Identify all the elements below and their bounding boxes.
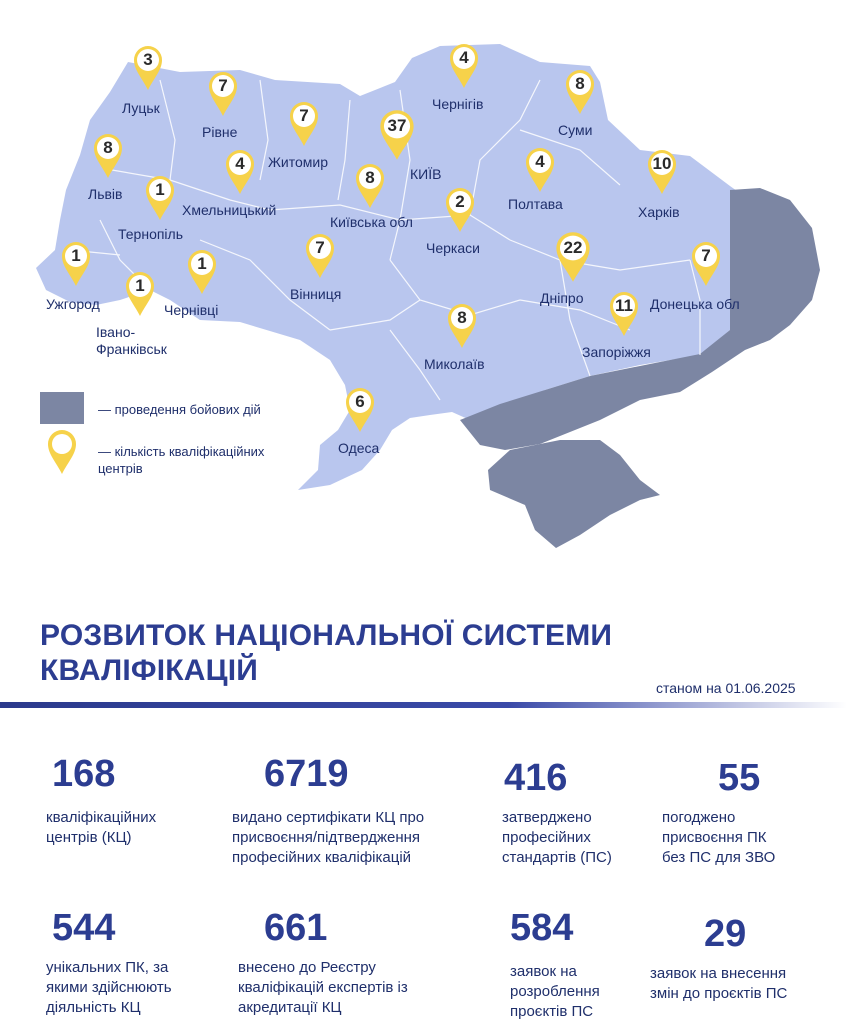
city-label-cherkasy: Черкаси bbox=[426, 240, 480, 256]
map-pin-kyiv-oblast bbox=[354, 162, 386, 210]
pin-count: 7 bbox=[218, 76, 228, 95]
map-pin-poltava bbox=[524, 146, 556, 194]
pin-count: 8 bbox=[575, 74, 585, 93]
map-pin-ternopil bbox=[144, 174, 176, 222]
pin-count: 8 bbox=[457, 308, 467, 327]
map-pin-lutsk bbox=[132, 44, 164, 92]
legend-combat-label: — проведення бойових дій bbox=[98, 402, 261, 417]
legend-centers-label: — кількість кваліфікаційних центрів bbox=[98, 444, 265, 476]
stat-value: 584 bbox=[510, 907, 574, 949]
stat-value: 416 bbox=[504, 757, 568, 799]
stat-description: заявок на внесення змін до проєктів ПС bbox=[650, 965, 788, 1002]
city-label-kyiv: КИЇВ bbox=[410, 166, 442, 182]
pin-count: 8 bbox=[365, 168, 375, 187]
map-pin-lviv bbox=[92, 132, 124, 180]
city-label-lutsk: Луцьк bbox=[122, 100, 160, 116]
city-label-chernivtsi: Чернівці bbox=[164, 302, 219, 318]
city-label-sumy: Суми bbox=[558, 122, 593, 138]
pin-count: 4 bbox=[459, 48, 469, 67]
city-label-ivano-frankivsk: Івано- Франківськ bbox=[96, 324, 167, 357]
stat-description: погоджено присвоєння ПК без ПС для ЗВО bbox=[662, 809, 776, 866]
stat-value: 544 bbox=[52, 907, 116, 949]
pin-count: 22 bbox=[563, 238, 583, 257]
city-label-lviv: Львів bbox=[88, 186, 123, 202]
pin-count: 1 bbox=[197, 254, 207, 273]
map-pin-zaporizhzhia bbox=[608, 290, 640, 338]
stat-value: 29 bbox=[704, 913, 747, 955]
stat-description: заявок на розроблення проєктів ПС bbox=[510, 963, 600, 1020]
stat-description: кваліфікаційних центрів (КЦ) bbox=[46, 809, 157, 846]
pin-count: 37 bbox=[387, 116, 407, 135]
pin-count: 10 bbox=[652, 154, 672, 173]
city-label-donetsk-oblast: Донецька обл bbox=[650, 296, 740, 312]
divider bbox=[0, 702, 847, 708]
map-pin-kharkiv bbox=[646, 148, 678, 196]
city-label-odesa: Одеса bbox=[338, 440, 380, 456]
stat-value: 6719 bbox=[264, 753, 349, 795]
city-label-kharkiv: Харків bbox=[638, 204, 680, 220]
map-pin-donetsk-oblast bbox=[690, 240, 722, 288]
pin-count: 4 bbox=[235, 154, 245, 173]
stat-description: затверджено професійних стандартів (ПС) bbox=[502, 809, 612, 866]
map-pin-chernihiv bbox=[448, 42, 480, 90]
as-of-date: станом на 01.06.2025 bbox=[656, 680, 796, 696]
legend-combat-swatch bbox=[40, 392, 84, 424]
pin-count: 3 bbox=[143, 50, 153, 69]
legend-pin-icon bbox=[46, 428, 78, 476]
city-label-kyiv-oblast: Київська обл bbox=[330, 214, 413, 230]
map-pin-mykolaiv bbox=[446, 302, 478, 350]
city-label-zaporizhzhia: Запоріжжя bbox=[582, 344, 651, 360]
city-label-mykolaiv: Миколаїв bbox=[424, 356, 485, 372]
city-label-uzhhorod: Ужгород bbox=[46, 296, 100, 312]
map-pin-chernivtsi bbox=[186, 248, 218, 296]
map-pin-cherkasy bbox=[444, 186, 476, 234]
stat-description: унікальних ПК, за якими здійснюють діяльність КЦ bbox=[46, 959, 172, 1016]
city-label-chernihiv: Чернігів bbox=[432, 96, 484, 112]
stat-value: 661 bbox=[264, 907, 328, 949]
city-label-dnipro: Дніпро bbox=[540, 290, 584, 306]
city-label-poltava: Полтава bbox=[508, 196, 563, 212]
map-pin-vinnytsia bbox=[304, 232, 336, 280]
pin-count: 11 bbox=[615, 296, 633, 315]
city-label-khmelnytskyi: Хмельницький bbox=[182, 202, 277, 218]
pin-count: 7 bbox=[299, 106, 309, 125]
map-pin-uzhhorod bbox=[60, 240, 92, 288]
map-pin-khmelnytskyi bbox=[224, 148, 256, 196]
city-label-rivne: Рівне bbox=[202, 124, 238, 140]
map-pin-dnipro bbox=[554, 230, 592, 284]
pin-count: 7 bbox=[701, 246, 711, 265]
map-pin-zhytomyr bbox=[288, 100, 320, 148]
city-label-vinnytsia: Вінниця bbox=[290, 286, 342, 302]
pin-count: 2 bbox=[455, 192, 465, 211]
map-pin-rivne bbox=[207, 70, 239, 118]
city-label-zhytomyr: Житомир bbox=[268, 154, 329, 170]
stat-description: видано сертифікати КЦ про присвоєння/підтвердження професійних кваліфікацій bbox=[232, 809, 425, 866]
stat-description: внесено до Реєстру кваліфікацій експертів із акредитації КЦ bbox=[238, 959, 408, 1016]
crimea-shape bbox=[488, 440, 660, 548]
pin-count: 4 bbox=[535, 152, 545, 171]
map-pin-sumy bbox=[564, 68, 596, 116]
stat-value: 168 bbox=[52, 753, 116, 795]
pin-count: 1 bbox=[135, 276, 145, 295]
pin-count: 6 bbox=[355, 392, 365, 411]
pin-count: 1 bbox=[71, 246, 81, 265]
pin-count: 7 bbox=[315, 238, 325, 257]
pin-count: 8 bbox=[103, 138, 113, 157]
map-pin-odesa bbox=[344, 386, 376, 434]
map-pin-ivano-frankivsk bbox=[124, 270, 156, 318]
city-label-ternopil: Тернопіль bbox=[118, 226, 184, 242]
page-title: РОЗВИТОК НАЦІОНАЛЬНОЇ СИСТЕМИ КВАЛІФІКАЦІЙ bbox=[40, 619, 613, 687]
pin-count: 1 bbox=[155, 180, 165, 199]
stat-value: 55 bbox=[718, 757, 761, 799]
map-pin-kyiv bbox=[378, 108, 416, 162]
